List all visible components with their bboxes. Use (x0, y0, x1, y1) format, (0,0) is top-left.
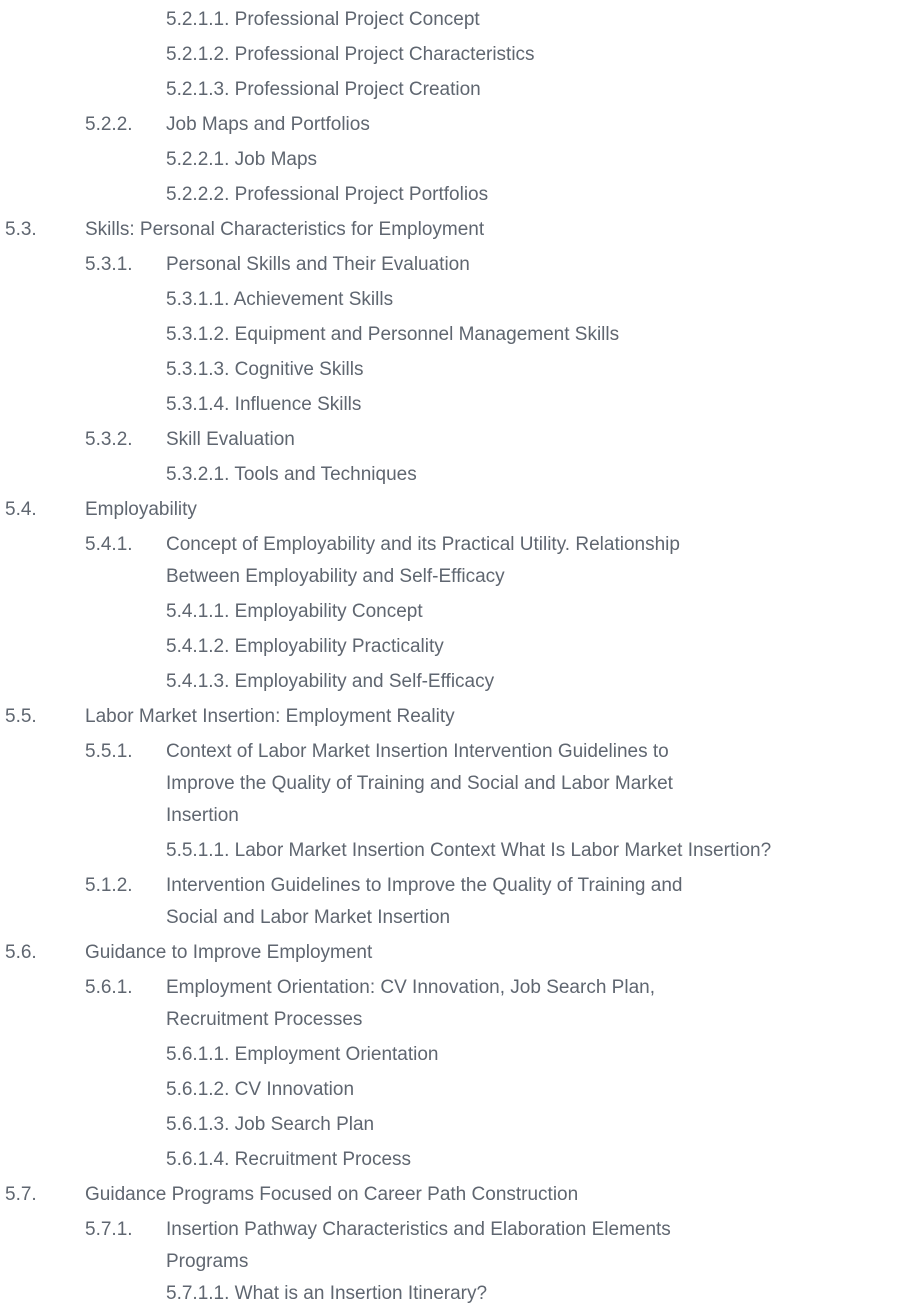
toc-number: 5.4. (5, 499, 37, 520)
toc-number: 5.4.1.1. (166, 601, 230, 622)
toc-number: 5.3.2. (85, 429, 133, 450)
toc-title: Insertion Pathway Characteristics and Elaboration Elements Programs (166, 1219, 671, 1272)
toc-number: 5.3.1. (85, 254, 133, 275)
toc-entry (166, 1144, 908, 1176)
toc-title: Concept of Employability and its Practical Utility. Relationship Between Employability and Self-Efficacy (166, 534, 680, 587)
toc-number: 5.4.1.3. (166, 671, 230, 692)
toc-title: Equipment and Personnel Management Skills (234, 324, 620, 345)
toc-number: 5.3.1.3. (166, 359, 230, 380)
toc-title: Context of Labor Market Insertion Intervention Guidelines to Improve the Quality of Training and Social and Labor Market Insertion (166, 741, 673, 826)
toc-number: 5.6.1.4. (166, 1149, 230, 1170)
toc-number: 5.7.1.1. (166, 1283, 230, 1304)
toc-title: Job Maps (234, 149, 318, 170)
toc-entry (85, 529, 908, 593)
toc-entry (166, 39, 908, 71)
toc-entry (166, 179, 908, 211)
toc-entry (85, 424, 908, 456)
toc-number: 5.1.2. (85, 875, 133, 896)
toc-number: 5.3.1.4. (166, 394, 230, 415)
toc-title: Employment Orientation (234, 1044, 439, 1065)
toc-entry (85, 249, 908, 281)
toc-title: Professional Project Creation (234, 79, 481, 100)
toc-entry (166, 459, 908, 491)
toc-entry (5, 1179, 908, 1211)
toc-title: Recruitment Process (234, 1149, 412, 1170)
toc-entry (5, 494, 908, 526)
toc-title: Job Search Plan (234, 1114, 375, 1135)
toc-title: What is an Insertion Itinerary? (234, 1283, 488, 1304)
toc-entry (85, 972, 908, 1036)
toc-number: 5.6. (5, 942, 37, 963)
toc-number: 5.3.1.1. (166, 289, 230, 310)
toc-number: 5.6.1. (85, 977, 133, 998)
toc-entry (85, 870, 908, 934)
toc-title: Professional Project Concept (234, 9, 480, 30)
toc-title: Professional Project Portfolios (234, 184, 489, 205)
toc-number: 5.7.1. (85, 1219, 133, 1240)
toc-title: Employability and Self-Efficacy (234, 671, 495, 692)
toc-title: Job Maps and Portfolios (166, 114, 370, 135)
toc-title: Skill Evaluation (166, 429, 295, 450)
toc-title: Professional Project Characteristics (234, 44, 535, 65)
toc-entry (166, 1109, 908, 1141)
toc-entry (166, 666, 908, 698)
toc-title: Tools and Techniques (234, 464, 417, 485)
toc-title: Intervention Guidelines to Improve the Quality of Training and Social and Labor Market Insertion (166, 875, 683, 928)
toc-number: 5.2.2. (85, 114, 133, 135)
toc-number: 5.4.1. (85, 534, 133, 555)
toc-title: Personal Skills and Their Evaluation (166, 254, 470, 275)
toc-entry (166, 1074, 908, 1106)
toc-entry (166, 1278, 908, 1310)
toc-title: Employability Concept (234, 601, 423, 622)
toc-entry (166, 74, 908, 106)
toc-entry (5, 937, 908, 969)
toc-title: Employability (85, 499, 197, 520)
toc-number: 5.6.1.1. (166, 1044, 230, 1065)
toc-number: 5.6.1.2. (166, 1079, 230, 1100)
toc-title: Achievement Skills (233, 289, 394, 310)
toc-entry (166, 631, 908, 663)
toc-number: 5.5. (5, 706, 37, 727)
toc-number: 5.3.2.1. (166, 464, 230, 485)
toc-number: 5.2.2.1. (166, 149, 230, 170)
toc-title: Influence Skills (234, 394, 362, 415)
toc-entry (166, 835, 908, 867)
toc-entry (5, 214, 908, 246)
toc-entry (85, 1214, 908, 1278)
toc-entry (166, 1039, 908, 1071)
toc-entry (166, 284, 908, 316)
toc-number: 5.5.1. (85, 741, 133, 762)
toc-title: Labor Market Insertion: Employment Reality (85, 706, 455, 727)
toc-number: 5.2.1.1. (166, 9, 230, 30)
toc-entry (5, 701, 908, 733)
toc-title: Guidance Programs Focused on Career Path Construction (85, 1184, 579, 1205)
toc-entry (85, 736, 908, 832)
toc-title: Cognitive Skills (234, 359, 364, 380)
toc-number: 5.3. (5, 219, 37, 240)
toc-title: CV Innovation (234, 1079, 355, 1100)
toc-title: Skills: Personal Characteristics for Employment (85, 219, 485, 240)
toc-title: Guidance to Improve Employment (85, 942, 373, 963)
toc-entry (166, 354, 908, 386)
toc-number: 5.5.1.1. (166, 840, 230, 861)
toc-title: Employment Orientation: CV Innovation, Job Search Plan, Recruitment Processes (166, 977, 655, 1030)
toc-number: 5.2.1.3. (166, 79, 230, 100)
toc-number: 5.7. (5, 1184, 37, 1205)
toc-entry (166, 4, 908, 36)
toc-entry (166, 144, 908, 176)
toc-number: 5.3.1.2. (166, 324, 230, 345)
toc-number: 5.2.1.2. (166, 44, 230, 65)
toc-title: Labor Market Insertion Context What Is Labor Market Insertion? (234, 840, 772, 861)
toc-entry (166, 389, 908, 421)
toc-entry (166, 596, 908, 628)
toc-entry (85, 109, 908, 141)
toc-number: 5.2.2.2. (166, 184, 230, 205)
toc-number: 5.4.1.2. (166, 636, 230, 657)
toc-entry (166, 319, 908, 351)
toc-title: Employability Practicality (234, 636, 444, 657)
toc-number: 5.6.1.3. (166, 1114, 230, 1135)
